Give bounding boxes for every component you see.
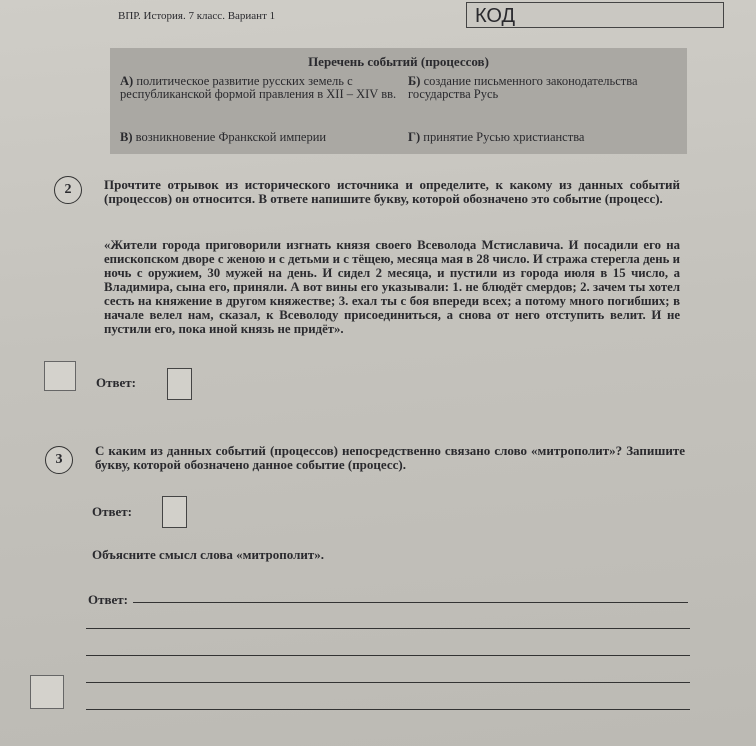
answer-line-4[interactable] [86,682,690,683]
code-field[interactable]: КОД [466,2,724,28]
answer-box-2[interactable] [167,368,192,400]
events-panel [110,48,687,154]
event-c-letter: В) [120,130,133,144]
answer-line-5[interactable] [86,709,690,710]
event-b [408,75,683,101]
event-d-letter: Г) [408,130,421,144]
answer-label-3-text: Ответ: [88,592,129,607]
events-title: Перечень событий (процессов) [308,54,489,69]
event-d [408,130,584,145]
question-2-number: 2 [54,176,82,204]
score-box-2[interactable] [44,361,76,391]
answer-line-3[interactable] [86,655,690,656]
question-2-prompt: Прочтите отрывок из исторического источника и определите, к какому из данных событий (процессов) он относится. В ответе напишите букву, которой обозначено это событие (процесс). [104,177,680,206]
event-a [120,75,404,101]
question-2-passage: «Жители города приговорили изгнать князя своего Всеволода Мстиславича. И посадили его на епископском дворе с женою и с детьми и с тёщею, месяца мая в 28 число. И стража стерегла день и ночь с оружием, 30 мужей на день. И сидел 2 месяца, и пустили из города июля в 15 число, а Владимира, сына его, приняли. А вот вины его указывали: 1. не блюдёт смердов; 2. зачем ты хотел сесть на княжение в другом княжестве; 3. ехал ты с боя впереди всех; а потому много погибших; в начале велел нам, сказал, к Всеволоду присоединиться, а снова от него отступить велит. И не пустили его, пока иной князь не придёт». [104,238,680,336]
event-d-text: принятие Русью христианства [423,130,585,144]
event-a-text: политическое развитие русских земель с республиканской формой правления в XII – XIV вв. [120,74,397,101]
question-3-number: 3 [45,446,73,474]
answer-label-3: Ответ: [92,504,133,519]
answer-label-2: Ответ: [96,375,137,390]
event-b-text: создание письменного законодательства государства Русь [408,74,638,101]
answer-line-2[interactable] [86,628,690,629]
event-c [120,130,326,145]
page-header: ВПР. История. 7 класс. Вариант 1 [118,10,276,22]
event-c-text: возникновение Франкской империи [135,130,327,144]
event-b-letter: Б) [408,74,421,88]
question-3-prompt: С каким из данных событий (процессов) непосредственно связано слово «митрополит»? Запишите букву, которой обозначено данное событие (процесс). [95,443,685,472]
score-box-3[interactable] [30,675,64,709]
answer-line-1[interactable] [133,602,688,603]
answer-box-3[interactable] [162,496,187,528]
event-a-letter: А) [120,74,134,88]
explain-prompt: Объясните смысл слова «митрополит». [92,547,325,562]
